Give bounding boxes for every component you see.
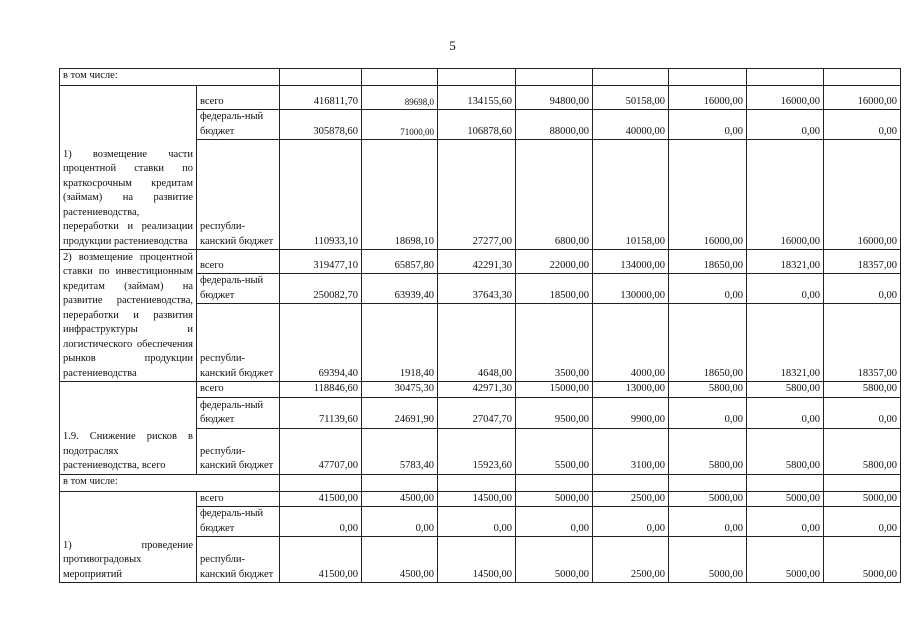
value-cell: 16000,00 bbox=[669, 140, 747, 250]
value-cell: 0,00 bbox=[669, 397, 747, 428]
value-cell: 16000,00 bbox=[747, 140, 824, 250]
value-cell: 27047,70 bbox=[438, 397, 516, 428]
value-cell: 2500,00 bbox=[593, 491, 669, 507]
value-cell: 305878,60 bbox=[280, 110, 362, 140]
table-row bbox=[60, 250, 901, 274]
value-cell: 0,00 bbox=[824, 110, 901, 140]
value-cell: 5000,00 bbox=[516, 537, 593, 583]
value-cell: 5000,00 bbox=[824, 537, 901, 583]
value-cell: 50158,00 bbox=[593, 86, 669, 110]
value-cell: 18698,10 bbox=[362, 140, 438, 250]
value-cell: 42291,30 bbox=[438, 250, 516, 274]
value-cell: 1918,40 bbox=[362, 304, 438, 382]
value-cell: 319477,10 bbox=[280, 250, 362, 274]
empty-cell bbox=[669, 69, 747, 86]
value-cell: 5800,00 bbox=[824, 382, 901, 398]
value-cell: 88000,00 bbox=[516, 110, 593, 140]
empty-cell bbox=[593, 69, 669, 86]
value-cell: 0,00 bbox=[516, 507, 593, 537]
value-cell: 3500,00 bbox=[516, 304, 593, 382]
value-cell: 5783,40 bbox=[362, 428, 438, 474]
value-cell: 416811,70 bbox=[280, 86, 362, 110]
value-cell: 0,00 bbox=[824, 274, 901, 304]
empty-cell bbox=[593, 474, 669, 491]
empty-cell bbox=[438, 69, 516, 86]
value-cell: 134155,60 bbox=[438, 86, 516, 110]
value-cell: 0,00 bbox=[280, 507, 362, 537]
value-cell: 5000,00 bbox=[669, 491, 747, 507]
value-cell: 0,00 bbox=[593, 507, 669, 537]
page-number: 5 bbox=[449, 38, 456, 53]
value-cell: 5800,00 bbox=[747, 382, 824, 398]
empty-cell bbox=[747, 474, 824, 491]
value-cell: 4500,00 bbox=[362, 537, 438, 583]
value-cell: 5800,00 bbox=[669, 382, 747, 398]
value-cell: 5000,00 bbox=[669, 537, 747, 583]
value-cell: 89698,0 bbox=[362, 86, 438, 110]
value-cell: 22000,00 bbox=[516, 250, 593, 274]
value-cell: 16000,00 bbox=[824, 140, 901, 250]
value-cell: 250082,70 bbox=[280, 274, 362, 304]
budget-table bbox=[59, 68, 901, 583]
budget-kind: республи-канский бюджет bbox=[197, 428, 280, 474]
empty-cell bbox=[516, 69, 593, 86]
value-cell: 4000,00 bbox=[593, 304, 669, 382]
value-cell: 0,00 bbox=[747, 274, 824, 304]
value-cell: 14500,00 bbox=[438, 537, 516, 583]
value-cell: 41500,00 bbox=[280, 491, 362, 507]
value-cell: 41500,00 bbox=[280, 537, 362, 583]
value-cell: 94800,00 bbox=[516, 86, 593, 110]
budget-kind: федераль-ный бюджет bbox=[197, 507, 280, 537]
value-cell: 10158,00 bbox=[593, 140, 669, 250]
budget-kind: всего bbox=[197, 86, 280, 110]
budget-kind: всего bbox=[197, 491, 280, 507]
table-row bbox=[60, 382, 901, 398]
value-cell: 0,00 bbox=[669, 507, 747, 537]
heading-row bbox=[60, 69, 901, 86]
empty-cell bbox=[362, 69, 438, 86]
value-cell: 9500,00 bbox=[516, 397, 593, 428]
value-cell: 69394,40 bbox=[280, 304, 362, 382]
section-label: 2) возмещение процентной ставки по инвестиционным кредитам (займам) на развитие растениеводства, переработки и развития инфраструктуры и логистического обеспечения рынков продукции растениеводства bbox=[60, 250, 197, 382]
value-cell: 0,00 bbox=[824, 507, 901, 537]
value-cell: 13000,00 bbox=[593, 382, 669, 398]
value-cell: 18321,00 bbox=[747, 304, 824, 382]
empty-cell bbox=[280, 69, 362, 86]
value-cell: 110933,10 bbox=[280, 140, 362, 250]
value-cell: 71000,00 bbox=[362, 110, 438, 140]
value-cell: 0,00 bbox=[747, 397, 824, 428]
heading-row bbox=[60, 474, 901, 491]
value-cell: 18650,00 bbox=[669, 304, 747, 382]
budget-kind: республи-канский бюджет bbox=[197, 304, 280, 382]
value-cell: 18500,00 bbox=[516, 274, 593, 304]
value-cell: 15923,60 bbox=[438, 428, 516, 474]
value-cell: 0,00 bbox=[362, 507, 438, 537]
empty-cell bbox=[516, 474, 593, 491]
budget-kind: республи-канский бюджет bbox=[197, 537, 280, 583]
value-cell: 0,00 bbox=[669, 110, 747, 140]
value-cell: 0,00 bbox=[747, 507, 824, 537]
budget-kind: федераль-ный бюджет bbox=[197, 110, 280, 140]
value-cell: 5500,00 bbox=[516, 428, 593, 474]
empty-cell bbox=[669, 474, 747, 491]
value-cell: 16000,00 bbox=[747, 86, 824, 110]
value-cell: 0,00 bbox=[438, 507, 516, 537]
value-cell: 5000,00 bbox=[747, 491, 824, 507]
section-label: 1) возмещение части процентной ставки по краткосрочным кредитам (займам) на развитие растениеводства, переработки и реализации продукции растениеводства bbox=[60, 86, 197, 250]
subheading-text: в том числе: bbox=[60, 474, 280, 491]
value-cell: 0,00 bbox=[824, 397, 901, 428]
value-cell: 5800,00 bbox=[747, 428, 824, 474]
value-cell: 6800,00 bbox=[516, 140, 593, 250]
value-cell: 2500,00 bbox=[593, 537, 669, 583]
value-cell: 5000,00 bbox=[824, 491, 901, 507]
subheading-text: в том числе: bbox=[60, 69, 280, 86]
value-cell: 15000,00 bbox=[516, 382, 593, 398]
value-cell: 5800,00 bbox=[824, 428, 901, 474]
value-cell: 24691,90 bbox=[362, 397, 438, 428]
value-cell: 16000,00 bbox=[669, 86, 747, 110]
value-cell: 106878,60 bbox=[438, 110, 516, 140]
table-row bbox=[60, 491, 901, 507]
empty-cell bbox=[747, 69, 824, 86]
value-cell: 42971,30 bbox=[438, 382, 516, 398]
value-cell: 18321,00 bbox=[747, 250, 824, 274]
value-cell: 9900,00 bbox=[593, 397, 669, 428]
value-cell: 0,00 bbox=[747, 110, 824, 140]
section-label: 1) проведение противоградовых мероприятий bbox=[60, 491, 197, 583]
value-cell: 4648,00 bbox=[438, 304, 516, 382]
empty-cell bbox=[362, 474, 438, 491]
value-cell: 37643,30 bbox=[438, 274, 516, 304]
budget-kind: республи-канский бюджет bbox=[197, 140, 280, 250]
value-cell: 18357,00 bbox=[824, 250, 901, 274]
value-cell: 134000,00 bbox=[593, 250, 669, 274]
value-cell: 18357,00 bbox=[824, 304, 901, 382]
value-cell: 118846,60 bbox=[280, 382, 362, 398]
value-cell: 5800,00 bbox=[669, 428, 747, 474]
empty-cell bbox=[824, 474, 901, 491]
value-cell: 16000,00 bbox=[824, 86, 901, 110]
empty-cell bbox=[824, 69, 901, 86]
value-cell: 40000,00 bbox=[593, 110, 669, 140]
value-cell: 47707,00 bbox=[280, 428, 362, 474]
budget-kind: всего bbox=[197, 382, 280, 398]
empty-cell bbox=[280, 474, 362, 491]
section-label: 1.9. Снижение рисков в подотраслях растениеводства, всего bbox=[60, 382, 197, 475]
value-cell: 5000,00 bbox=[516, 491, 593, 507]
value-cell: 63939,40 bbox=[362, 274, 438, 304]
value-cell: 5000,00 bbox=[747, 537, 824, 583]
value-cell: 130000,00 bbox=[593, 274, 669, 304]
value-cell: 18650,00 bbox=[669, 250, 747, 274]
budget-kind: федераль-ный бюджет bbox=[197, 274, 280, 304]
budget-kind: всего bbox=[197, 250, 280, 274]
value-cell: 30475,30 bbox=[362, 382, 438, 398]
value-cell: 14500,00 bbox=[438, 491, 516, 507]
value-cell: 3100,00 bbox=[593, 428, 669, 474]
value-cell: 71139,60 bbox=[280, 397, 362, 428]
value-cell: 65857,80 bbox=[362, 250, 438, 274]
value-cell: 27277,00 bbox=[438, 140, 516, 250]
table-row bbox=[60, 86, 901, 110]
value-cell: 0,00 bbox=[669, 274, 747, 304]
value-cell: 4500,00 bbox=[362, 491, 438, 507]
empty-cell bbox=[438, 474, 516, 491]
budget-kind: федераль-ный бюджет bbox=[197, 397, 280, 428]
